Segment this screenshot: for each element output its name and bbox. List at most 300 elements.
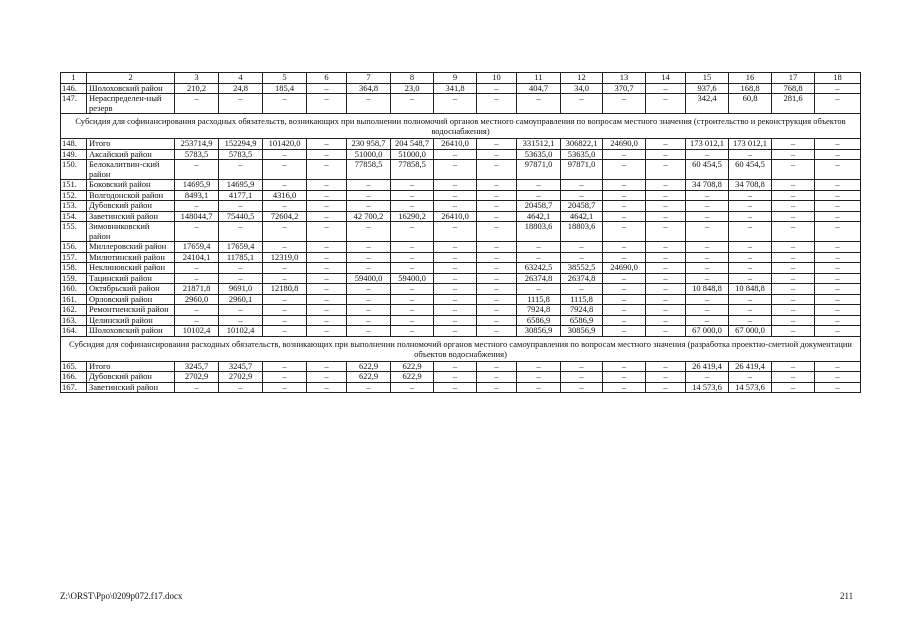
value-cell: – [175,315,219,326]
value-cell: 77858,5 [347,160,391,180]
value-cell: 67 000,0 [729,326,772,337]
value-cell: – [603,326,646,337]
value-cell: 341,8 [434,83,477,94]
value-cell: – [347,94,391,114]
value-cell: 2960,1 [219,294,263,305]
value-cell: – [686,211,729,222]
value-cell: – [686,372,729,383]
column-number-header: 4 [219,73,263,84]
value-cell: – [603,252,646,263]
value-cell: – [477,382,517,393]
value-cell: – [219,160,263,180]
column-number-header: 12 [561,73,603,84]
value-cell: – [686,149,729,160]
value-cell: 26410,0 [434,139,477,150]
value-cell: 10102,4 [219,326,263,337]
value-cell: 622,9 [391,372,434,383]
value-cell: – [729,315,772,326]
value-cell: – [603,222,646,242]
value-cell: – [646,190,686,201]
value-cell: – [307,252,347,263]
value-cell: – [434,180,477,191]
row-number: 163. [61,315,87,326]
value-cell: – [307,190,347,201]
value-cell: 10 848,8 [729,284,772,295]
value-cell: – [307,273,347,284]
value-cell: – [219,305,263,316]
value-cell: – [517,94,561,114]
row-number: 158. [61,263,87,274]
row-number: 160. [61,284,87,295]
table-row [61,284,861,295]
value-cell: – [263,201,307,212]
value-cell: 72604,2 [263,211,307,222]
value-cell: 14 573,6 [686,382,729,393]
value-cell: – [517,190,561,201]
value-cell: – [263,326,307,337]
value-cell: – [772,180,815,191]
table-row [61,211,861,222]
value-cell: – [391,315,434,326]
district-name: Целинский район [87,315,175,326]
value-cell: – [815,139,861,150]
value-cell: – [815,273,861,284]
section-heading-row [61,114,861,139]
value-cell: 5783,5 [175,149,219,160]
column-number-header: 17 [772,73,815,84]
table-body [61,73,861,393]
value-cell: – [815,361,861,372]
value-cell: – [517,382,561,393]
value-cell: – [434,294,477,305]
value-cell: 7924,8 [561,305,603,316]
value-cell: – [477,252,517,263]
value-cell: – [772,149,815,160]
value-cell: – [561,382,603,393]
table-row [61,242,861,253]
district-name: Ремонтненский район [87,305,175,316]
value-cell: – [347,252,391,263]
value-cell: 331512,1 [517,139,561,150]
section-heading-row [61,336,861,361]
value-cell: – [434,252,477,263]
value-cell: – [434,263,477,274]
value-cell: 18803,6 [561,222,603,242]
value-cell: – [517,361,561,372]
value-cell: – [307,382,347,393]
value-cell: 51000,0 [391,149,434,160]
value-cell: 60,8 [729,94,772,114]
value-cell: – [263,180,307,191]
value-cell: 20458,7 [561,201,603,212]
value-cell: – [646,252,686,263]
value-cell: – [307,222,347,242]
value-cell: 24690,0 [603,139,646,150]
value-cell: – [729,242,772,253]
value-cell: – [772,222,815,242]
table-row [61,201,861,212]
value-cell: – [646,273,686,284]
value-cell: – [815,372,861,383]
value-cell: – [347,305,391,316]
value-cell: – [434,315,477,326]
value-cell: 12180,8 [263,284,307,295]
value-cell: – [772,273,815,284]
value-cell: – [434,222,477,242]
value-cell: 168,8 [729,83,772,94]
district-name: Белокалитвин-ский район [87,160,175,180]
value-cell: – [561,190,603,201]
value-cell: 77858,5 [391,160,434,180]
value-cell: – [772,252,815,263]
value-cell: – [434,284,477,295]
value-cell: – [686,294,729,305]
value-cell: – [815,190,861,201]
value-cell: 230 958,7 [347,139,391,150]
value-cell: – [391,201,434,212]
district-name: Дубовский район [87,201,175,212]
value-cell: – [603,180,646,191]
value-cell: – [347,201,391,212]
value-cell: – [175,382,219,393]
column-number-header: 14 [646,73,686,84]
column-number-header: 9 [434,73,477,84]
value-cell: 622,9 [347,372,391,383]
value-cell: 17659,4 [175,242,219,253]
value-cell: 281,6 [772,94,815,114]
row-number: 156. [61,242,87,253]
value-cell: – [307,94,347,114]
row-number: 161. [61,294,87,305]
value-cell: – [603,94,646,114]
value-cell: – [815,294,861,305]
value-cell: – [729,273,772,284]
budget-table-page [60,72,860,393]
value-cell: – [175,305,219,316]
value-cell: 253714,9 [175,139,219,150]
value-cell: – [307,284,347,295]
value-cell: – [815,222,861,242]
value-cell: – [219,273,263,284]
value-cell: – [815,180,861,191]
value-cell: 101420,0 [263,139,307,150]
column-number-header: 2 [87,73,175,84]
value-cell: – [815,211,861,222]
value-cell: – [391,305,434,316]
value-cell: – [219,382,263,393]
value-cell: – [646,201,686,212]
table-row [61,149,861,160]
value-cell: – [646,211,686,222]
district-name: Итого [87,139,175,150]
value-cell: – [603,305,646,316]
value-cell: – [815,83,861,94]
value-cell: – [477,242,517,253]
column-number-header: 7 [347,73,391,84]
column-number-header: 16 [729,73,772,84]
value-cell: 937,6 [686,83,729,94]
value-cell: – [307,201,347,212]
value-cell: – [686,252,729,263]
district-name: Орловский район [87,294,175,305]
value-cell: 14 573,6 [729,382,772,393]
row-number: 157. [61,252,87,263]
value-cell: – [815,382,861,393]
value-cell: 204 548,7 [391,139,434,150]
value-cell: – [686,305,729,316]
table-row [61,382,861,393]
value-cell: 2960,0 [175,294,219,305]
row-number: 166. [61,372,87,383]
row-number: 164. [61,326,87,337]
value-cell: – [434,201,477,212]
value-cell: – [517,242,561,253]
value-cell: – [646,305,686,316]
budget-table [60,72,861,393]
column-number-header: 10 [477,73,517,84]
value-cell: – [219,222,263,242]
value-cell: 152294,9 [219,139,263,150]
district-name: Миллеровский район [87,242,175,253]
value-cell: 3245,7 [175,361,219,372]
value-cell: 6586,9 [561,315,603,326]
value-cell: – [391,382,434,393]
value-cell: – [347,263,391,274]
value-cell: – [772,294,815,305]
value-cell: – [815,263,861,274]
value-cell: – [263,315,307,326]
value-cell: – [347,222,391,242]
value-cell: 60 454,5 [686,160,729,180]
value-cell: – [347,284,391,295]
value-cell: – [347,326,391,337]
value-cell: 97871,0 [561,160,603,180]
table-row [61,83,861,94]
value-cell: – [477,294,517,305]
value-cell: – [517,180,561,191]
value-cell: – [603,284,646,295]
value-cell: 16290,2 [391,211,434,222]
table-row [61,294,861,305]
value-cell: – [815,326,861,337]
value-cell: – [219,94,263,114]
value-cell: 53635,0 [517,149,561,160]
value-cell: – [434,273,477,284]
value-cell: – [603,160,646,180]
value-cell: – [307,361,347,372]
value-cell: – [307,326,347,337]
value-cell: – [646,242,686,253]
value-cell: – [686,315,729,326]
value-cell: – [772,315,815,326]
district-name: Дубовский район [87,372,175,383]
value-cell: – [263,361,307,372]
value-cell: 24,8 [219,83,263,94]
value-cell: 24690,0 [603,263,646,274]
value-cell: – [391,242,434,253]
value-cell: – [772,211,815,222]
value-cell: 11785,1 [219,252,263,263]
value-cell: – [603,149,646,160]
value-cell: – [772,160,815,180]
district-name: Аксайский район [87,149,175,160]
value-cell: – [477,284,517,295]
footer-file-path: Z:\ORST\Ppo\0209p072.f17.docx [60,591,183,601]
value-cell: 21871,8 [175,284,219,295]
footer-page-number: 211 [840,591,854,601]
value-cell: – [729,305,772,316]
value-cell: – [477,139,517,150]
row-number: 154. [61,211,87,222]
value-cell: – [477,180,517,191]
value-cell: – [772,372,815,383]
value-cell: – [772,382,815,393]
row-number: 149. [61,149,87,160]
table-row [61,305,861,316]
value-cell: – [686,190,729,201]
value-cell: 6586,9 [517,315,561,326]
value-cell: 26 419,4 [686,361,729,372]
value-cell: – [517,284,561,295]
value-cell: 30856,9 [561,326,603,337]
value-cell: – [772,361,815,372]
value-cell: 185,4 [263,83,307,94]
value-cell: 306822,1 [561,139,603,150]
district-name: Тацинский район [87,273,175,284]
value-cell: 60 454,5 [729,160,772,180]
table-row [61,326,861,337]
table-row [61,94,861,114]
value-cell: 2702,9 [175,372,219,383]
value-cell: – [646,94,686,114]
value-cell: – [646,160,686,180]
value-cell: 173 012,1 [686,139,729,150]
value-cell: – [434,361,477,372]
value-cell: 4642,1 [517,211,561,222]
value-cell: – [434,372,477,383]
value-cell: – [175,160,219,180]
value-cell: – [729,190,772,201]
value-cell: – [477,160,517,180]
row-number: 153. [61,201,87,212]
value-cell: 63242,5 [517,263,561,274]
value-cell: 30856,9 [517,326,561,337]
value-cell: 370,7 [603,83,646,94]
value-cell: – [561,284,603,295]
value-cell: – [307,139,347,150]
value-cell: 210,2 [175,83,219,94]
row-number: 167. [61,382,87,393]
value-cell: – [391,263,434,274]
value-cell: – [686,242,729,253]
district-name: Зимовниковский район [87,222,175,242]
value-cell: – [434,242,477,253]
value-cell: – [347,242,391,253]
value-cell: – [477,326,517,337]
value-cell: – [686,273,729,284]
value-cell: 622,9 [391,361,434,372]
value-cell: – [646,180,686,191]
value-cell: – [434,382,477,393]
value-cell: 173 012,1 [729,139,772,150]
value-cell: 10102,4 [175,326,219,337]
value-cell: – [646,382,686,393]
value-cell: – [263,263,307,274]
value-cell: – [477,83,517,94]
value-cell: – [391,252,434,263]
district-name: Неклиновский район [87,263,175,274]
value-cell: – [307,149,347,160]
value-cell: – [263,372,307,383]
value-cell: – [391,190,434,201]
value-cell: 34 708,8 [729,180,772,191]
table-row [61,273,861,284]
row-number: 148. [61,139,87,150]
value-cell: – [815,284,861,295]
section-heading: Субсидия для софинансирования расходных обязательств, возникающих при выполнении полномочий органов местного самоуправления по вопросам местного значения (строительство и реконструкция объектов водоснабжения) [61,114,861,139]
value-cell: – [307,242,347,253]
value-cell: – [772,190,815,201]
value-cell: 59400,0 [347,273,391,284]
value-cell: 67 000,0 [686,326,729,337]
value-cell: – [307,211,347,222]
value-cell: – [391,94,434,114]
table-row [61,252,861,263]
value-cell: – [307,180,347,191]
value-cell: – [347,294,391,305]
value-cell: – [561,180,603,191]
table-row [61,190,861,201]
value-cell: – [729,294,772,305]
value-cell: – [477,222,517,242]
value-cell: – [646,149,686,160]
value-cell: – [175,273,219,284]
value-cell: – [307,294,347,305]
value-cell: – [434,190,477,201]
value-cell: 38552,5 [561,263,603,274]
value-cell: – [646,326,686,337]
value-cell: – [603,294,646,305]
value-cell: – [729,263,772,274]
value-cell: 1115,8 [561,294,603,305]
district-name: Заветинский район [87,211,175,222]
value-cell: – [729,372,772,383]
value-cell: – [477,201,517,212]
column-number-header: 18 [815,73,861,84]
value-cell: – [219,201,263,212]
row-number: 165. [61,361,87,372]
table-row [61,180,861,191]
value-cell: – [815,242,861,253]
value-cell: – [686,263,729,274]
value-cell: 5783,5 [219,149,263,160]
value-cell: 26374,8 [561,273,603,284]
value-cell: – [175,201,219,212]
value-cell: – [646,361,686,372]
district-name: Милютинский район [87,252,175,263]
value-cell: 364,8 [347,83,391,94]
value-cell: – [646,222,686,242]
row-number: 162. [61,305,87,316]
value-cell: – [175,94,219,114]
table-row [61,361,861,372]
value-cell: – [434,160,477,180]
value-cell: 75440,5 [219,211,263,222]
value-cell: – [729,222,772,242]
value-cell: 2702,9 [219,372,263,383]
district-name: Боковский район [87,180,175,191]
value-cell: – [646,294,686,305]
